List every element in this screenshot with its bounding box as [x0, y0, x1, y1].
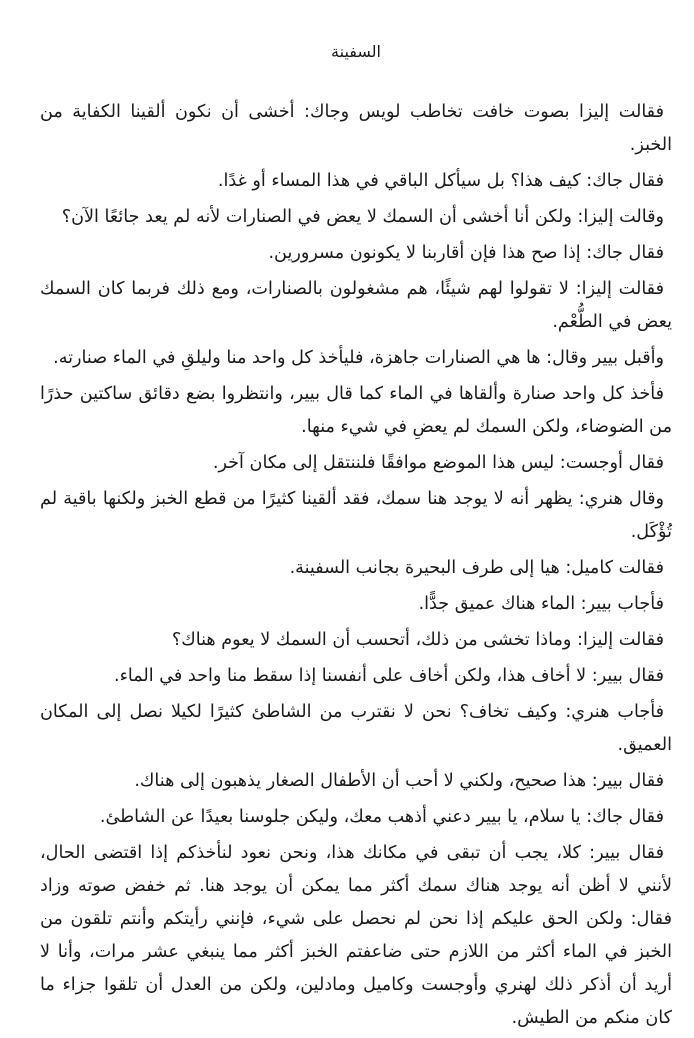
book-page — [40, 42, 672, 1038]
paragraph-15: فقال بيير: هذا صحيح، ولكني لا أحب أن الأطفال الصغار يذهبون إلى هناك. — [134, 771, 664, 791]
paragraph-2: فقال جاك: كيف هذا؟ بل سيأكل الباقي في هذا المساء أو غدًا. — [217, 171, 664, 191]
paragraph-10: فقالت كاميل: هيا إلى طرف البحيرة بجانب السفينة. — [289, 558, 664, 578]
paragraph-13: فقال بيير: لا أخاف هذا، ولكن أخاف على أنفسنا إذا سقط منا واحد في الماء. — [113, 666, 664, 686]
paragraph-12: فقالت إليزا: وماذا تخشى من ذلك، أتحسب أن السمك لا يعوم هناك؟ — [171, 630, 664, 650]
paragraph-17: فقال بيير: كلا، يجب أن تبقى في مكانك هذا، ونحن نعود لنأخذكم إذا اقتضى الحال، لأنني لا أظن أنه يوجد هناك سمك أكثر مما يمكن أن يوجد هنا. ثم خفض صوته وزاد فقال: ولكن الحق عليكم إذا نحن لم نحصل على شيء، فإنني رأيتكم وأنتم تلقون من الخبز في الماء أكثر من اللازم حتى ضاعفتم الخبز أكثر مما ينبغي عشر مرات، وأنا لا أريد أن أذكر ذلك لهنري وأوجست وكاميل ومادلين، ولكن من العدل أن تلقوا جزاء ما كان منكم من الطيش. — [40, 843, 672, 1028]
paragraph-8: فقال أوجست: ليس هذا الموضع موافقًا فلننتقل إلى مكان آخر. — [212, 453, 664, 473]
paragraph-6: وأقبل بيير وقال: ها هي الصنارات جاهزة، فليأخذ كل واحد منا وليلقِ في الماء صنارته. — [53, 348, 664, 368]
paragraph-7: فأخذ كل واحد صنارة وألقاها في الماء كما قال بيير، وانتظروا بضع دقائق ساكتين حذرًا من الضوضاء، ولكن السمك لم يعضِ في شيء منها. — [40, 384, 672, 437]
paragraph-9: وقال هنري: يظهر أنه لا يوجد هنا سمك، فقد ألقينا كثيرًا من قطع الخبز ولكنها باقية لم تُؤْكَل. — [40, 489, 672, 542]
story-text — [40, 96, 672, 1035]
page-title: السفينة — [331, 42, 381, 61]
paragraph-3: وقالت إليزا: ولكن أنا أخشى أن السمك لا يعض في الصنارات لأنه لم يعد جائعًا الآن؟ — [61, 207, 664, 227]
paragraph-1: فقالت إليزا بصوت خافت تخاطب لويس وجاك: أخشى أن نكون ألقينا الكفاية من الخبز. — [40, 102, 672, 155]
paragraph-4: فقال جاك: إذا صح هذا فإن أقاربنا لا يكونون مسرورين. — [268, 243, 664, 263]
paragraph-14: فأجاب هنري: وكيف تخاف؟ نحن لا نقترب من الشاطئ كثيرًا لكيلا نصل إلى المكان العميق. — [40, 702, 672, 755]
paragraph-5: فقالت إليزا: لا تقولوا لهم شيئًا، هم مشغولون بالصنارات، ومع ذلك فربما كان السمك يعض في الطُّعْم. — [40, 279, 672, 332]
paragraph-16: فقال جاك: يا سلام، يا بيير دعني أذهب معك، وليكن جلوسنا بعيدًا عن الشاطئ. — [99, 807, 664, 827]
paragraph-11: فأجاب بيير: الماء هناك عميق جدًّا. — [418, 594, 664, 614]
